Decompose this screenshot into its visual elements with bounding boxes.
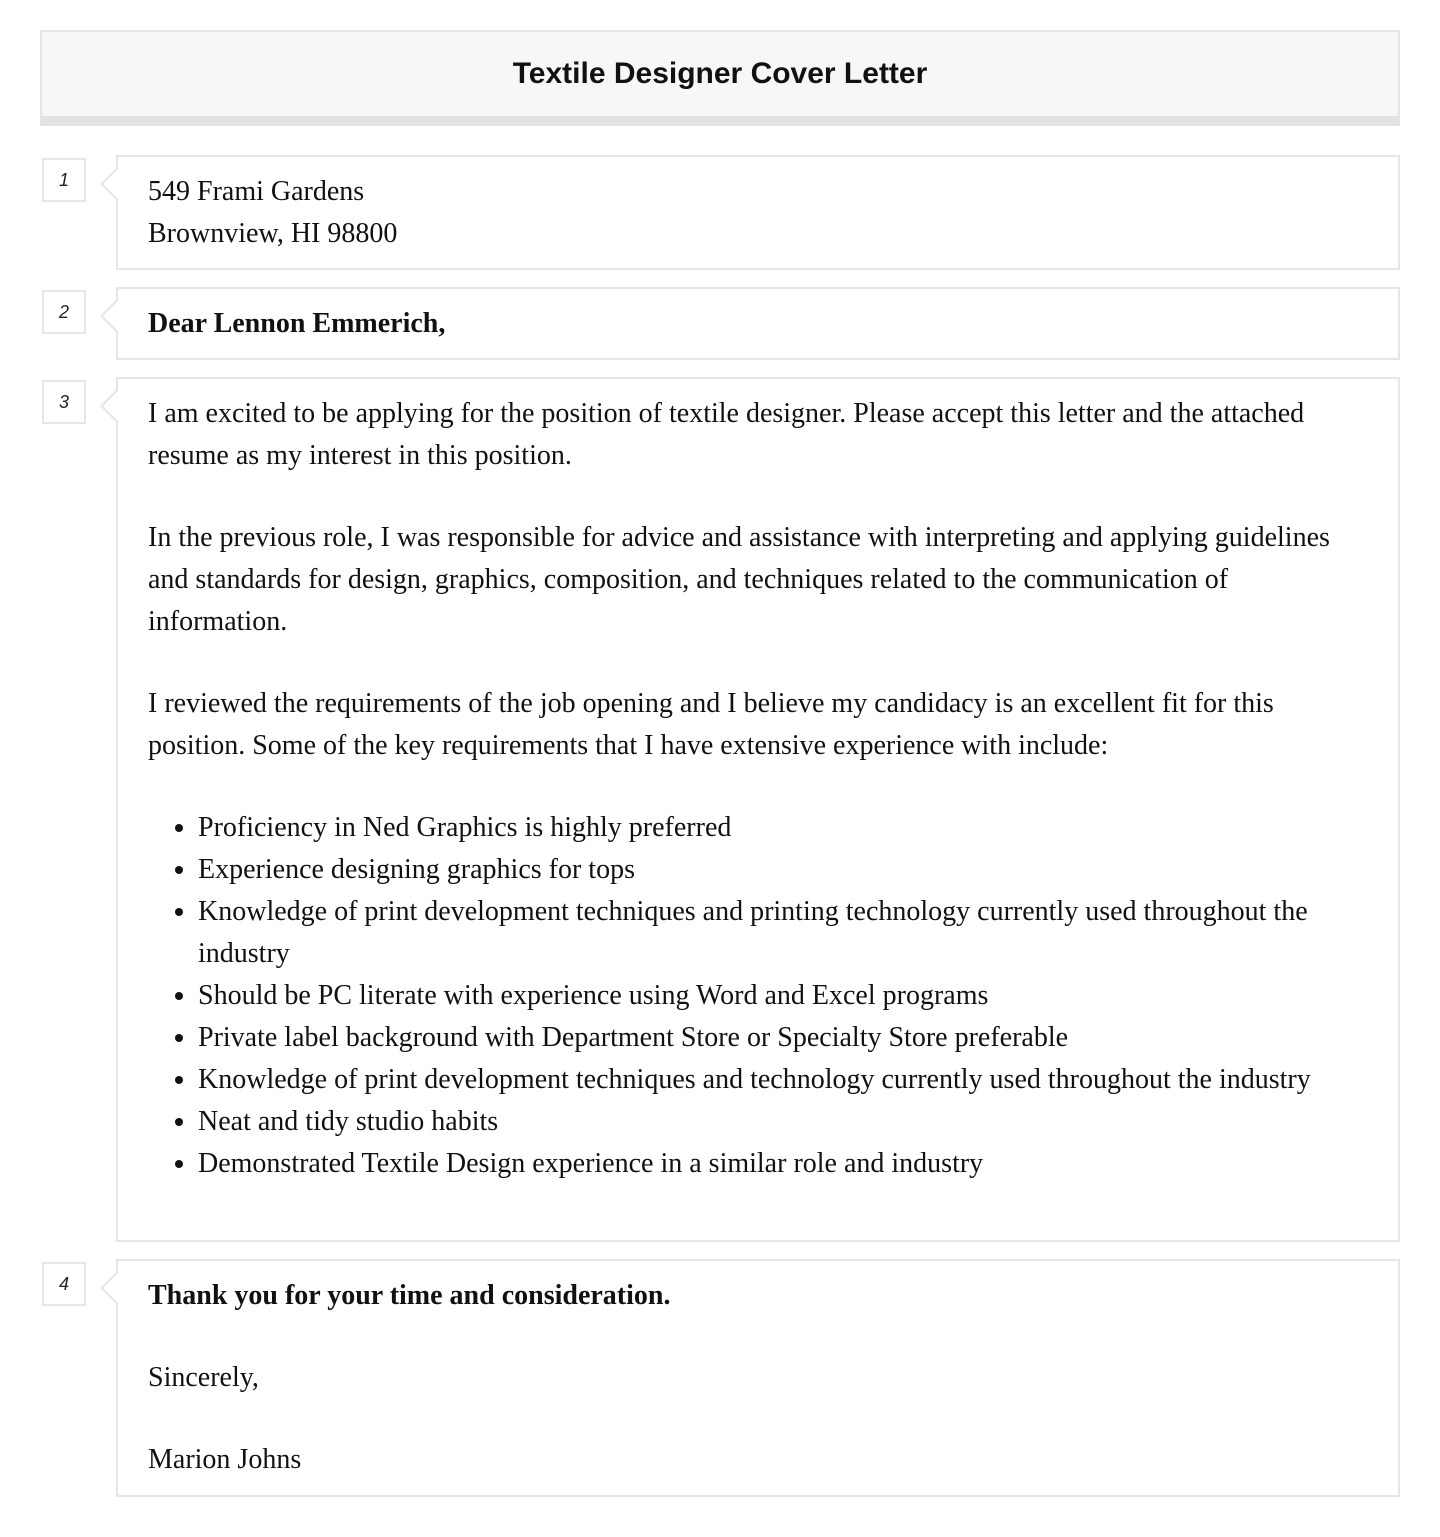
body-paragraph-2: In the previous role, I was responsible for advice and assistance with interpreting and applying guidelines and standards for design, graphics, composition, and techniques related to the communication of information. [148, 522, 1330, 637]
address-line-1: 549 Frami Gardens [148, 176, 365, 207]
section-number-3: 3 [42, 380, 86, 424]
signature: Marion Johns [148, 1444, 302, 1475]
closing-block [116, 1259, 1400, 1497]
body-paragraph-1: I am excited to be applying for the position of textile designer. Please accept this letter and the attached resume as my interest in this position. [148, 398, 1305, 471]
list-item: • Should be PC literate with experience using Word and Excel programs [198, 975, 1368, 1017]
page-title: Textile Designer Cover Letter [512, 57, 928, 90]
document-header [40, 30, 1400, 126]
requirements-list [148, 807, 1368, 1185]
list-item: • Demonstrated Textile Design experience in a similar role and industry [198, 1143, 1368, 1185]
greeting-block [116, 287, 1400, 360]
list-item: • Private label background with Department Store or Specialty Store preferable [198, 1017, 1368, 1059]
list-item: • Knowledge of print development techniques and technology currently used throughout the industry [198, 1059, 1368, 1101]
section-number-1: 1 [42, 158, 86, 202]
body-paragraph-3: I reviewed the requirements of the job opening and I believe my candidacy is an excellent fit for this position. Some of the key requirements that I have extensive experience with include: [148, 688, 1274, 761]
section-number-4: 4 [42, 1262, 86, 1306]
greeting: Dear Lennon Emmerich, [148, 308, 446, 339]
list-item: • Knowledge of print development techniques and printing technology currently used throughout the industry [198, 891, 1368, 975]
thanks-line: Thank you for your time and consideration. [148, 1280, 671, 1311]
section-number-2: 2 [42, 290, 86, 334]
body-block [116, 377, 1400, 1242]
address-block [116, 155, 1400, 270]
list-item: • Neat and tidy studio habits [198, 1101, 1368, 1143]
list-item: • Proficiency in Ned Graphics is highly preferred [198, 807, 1368, 849]
closing-line: Sincerely, [148, 1362, 259, 1393]
list-item: • Experience designing graphics for tops [198, 849, 1368, 891]
address-line-2: Brownview, HI 98800 [148, 218, 398, 249]
